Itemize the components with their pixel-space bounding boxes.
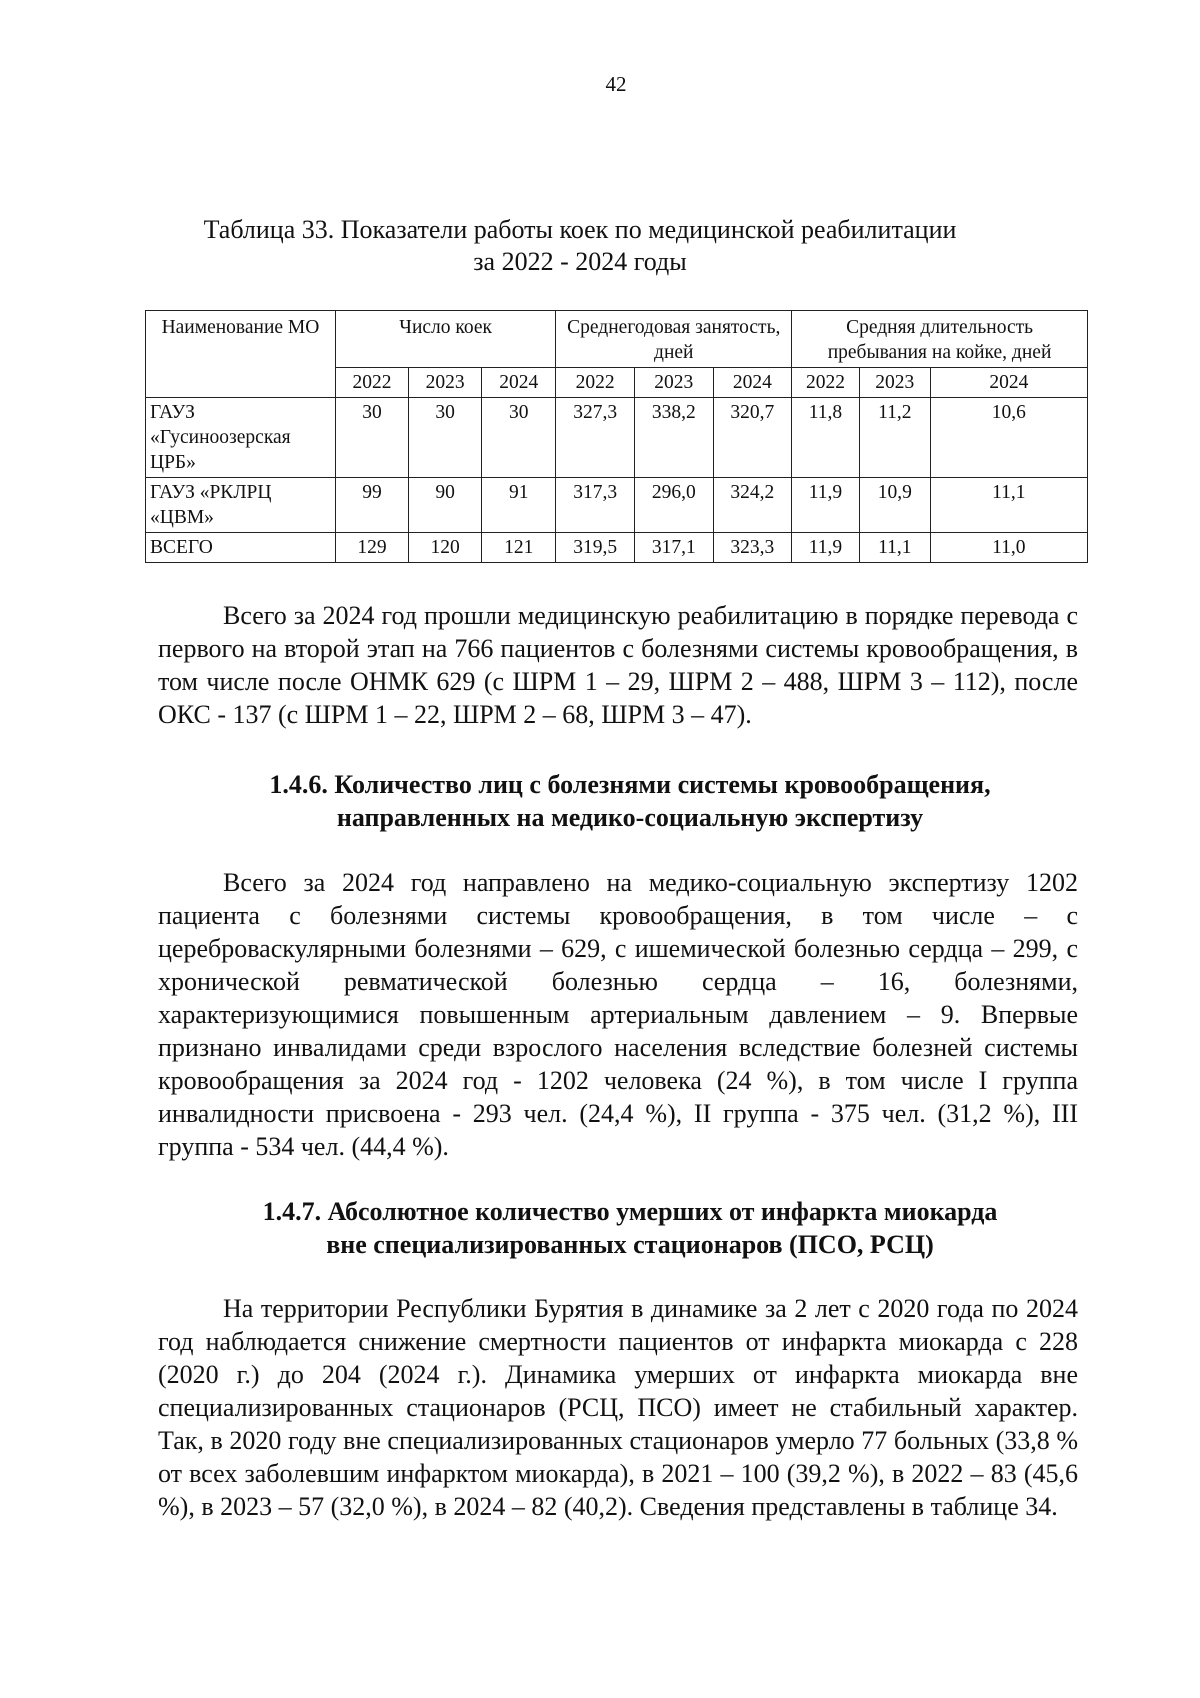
table-cell: 11,9	[792, 478, 860, 533]
year-cell: 2023	[409, 368, 482, 398]
table-row-total	[146, 533, 1088, 563]
table-cell: 11,8	[792, 398, 860, 478]
table-cell: 11,1	[859, 533, 930, 563]
paragraph-mse: Всего за 2024 год направлено на медико-социальную экспертизу 1202 пациента с болезнями системы кровообращения, в том числе – с цереброваскулярными болезнями – 629, с ишемической болезнью сердца – 299, с хронической ревматической болезнью сердца – 16, болезнями, характеризующимися повышенным артериальным давлением – 9. Впервые признано инвалидами среди взрослого населения вследствие болезней системы кровообращения за 2024 год - 1202 человека (24 %), в том числе I группа инвалидности присвоена - 293 чел. (24,4 %), II группа - 375 чел. (31,2 %), III группа - 534 чел. (44,4 %).	[158, 868, 1078, 1161]
section-heading-line: 1.4.7. Абсолютное количество умерших от инфаркта миокарда	[262, 1197, 998, 1226]
year-cell: 2022	[335, 368, 408, 398]
table-cell: 317,1	[634, 533, 713, 563]
table-cell: 30	[482, 398, 556, 478]
year-cell: 2023	[859, 368, 930, 398]
table-row	[146, 478, 1088, 533]
table-cell: 11,1	[930, 478, 1087, 533]
table-cell: 10,6	[930, 398, 1087, 478]
table-cell: 10,9	[859, 478, 930, 533]
section-heading-1-4-6	[180, 768, 1080, 834]
table-title-line1: Таблица 33. Показатели работы коек по медицинской реабилитации	[203, 215, 957, 244]
section-heading-line: вне специализированных стационаров (ПСО, РСЦ)	[326, 1230, 934, 1259]
table-cell: 324,2	[713, 478, 792, 533]
paragraph-rehabilitation: Всего за 2024 год прошли медицинскую реабилитацию в порядке перевода с первого на второй этап на 766 пациентов с болезнями системы кровообращения, в том числе после ОНМК 629 (с ШРМ 1 – 29, ШРМ 2 – 488, ШРМ 3 – 112), после ОКС - 137 (с ШРМ 1 – 22, ШРМ 2 – 68, ШРМ 3 – 47).	[158, 601, 1078, 729]
table-cell: 296,0	[634, 478, 713, 533]
section-heading-line: 1.4.6. Количество лиц с болезнями системы кровообращения,	[269, 770, 991, 799]
page-number: 42	[605, 72, 627, 96]
row-name: ВСЕГО	[146, 533, 336, 563]
table-cell: 30	[409, 398, 482, 478]
section-heading-line: направленных на медико-социальную экспертизу	[336, 803, 924, 832]
row-name: ГАУЗ «РКЛРЦ «ЦВМ»	[146, 478, 336, 533]
table-cell: 121	[482, 533, 556, 563]
paragraph-mortality: На территории Республики Бурятия в динамике за 2 лет с 2020 года по 2024 год наблюдается снижение смертности пациентов от инфаркта миокарда с 228 (2020 г.) до 204 (2024 г.). Динамика умерших от инфаркта миокарда вне специализированных стационаров (РСЦ, ПСО) имеет не стабильный характер. Так, в 2020 году вне специализированных стационаров умерло 77 больных (33,8 % от всех заболевшим инфарктом миокарда), в 2021 – 100 (39,2 %), в 2022 – 83 (45,6 %), в 2023 – 57 (32,0 %), в 2024 – 82 (40,2). Сведения представлены в таблице 34.	[158, 1294, 1078, 1521]
table-title-line2: за 2022 - 2024 годы	[473, 247, 687, 276]
section-heading-1-4-7	[180, 1195, 1080, 1261]
table-row	[146, 398, 1088, 478]
table-title	[160, 214, 1000, 278]
table-cell: 327,3	[556, 398, 635, 478]
table-header-row	[146, 311, 1088, 368]
year-cell: 2022	[792, 368, 860, 398]
header-beds: Число коек	[335, 311, 555, 368]
table-cell: 319,5	[556, 533, 635, 563]
table-cell: 120	[409, 533, 482, 563]
table-cell: 91	[482, 478, 556, 533]
table-cell: 11,0	[930, 533, 1087, 563]
year-cell: 2024	[930, 368, 1087, 398]
table-cell: 338,2	[634, 398, 713, 478]
table-cell: 90	[409, 478, 482, 533]
table-cell: 11,2	[859, 398, 930, 478]
year-cell: 2024	[713, 368, 792, 398]
table-cell: 320,7	[713, 398, 792, 478]
header-name: Наименование МО	[146, 311, 336, 398]
header-occupancy: Среднегодовая занятость, дней	[556, 311, 792, 368]
table-cell: 323,3	[713, 533, 792, 563]
rehab-beds-table	[145, 310, 1088, 563]
table-cell: 30	[335, 398, 408, 478]
row-name: ГАУЗ «Гусиноозерская ЦРБ»	[146, 398, 336, 478]
table-cell: 129	[335, 533, 408, 563]
year-cell: 2022	[556, 368, 635, 398]
table-cell: 11,9	[792, 533, 860, 563]
table-cell: 317,3	[556, 478, 635, 533]
table-cell: 99	[335, 478, 408, 533]
year-cell: 2023	[634, 368, 713, 398]
header-stay: Средняя длительность пребывания на койке, дней	[792, 311, 1088, 368]
year-cell: 2024	[482, 368, 556, 398]
